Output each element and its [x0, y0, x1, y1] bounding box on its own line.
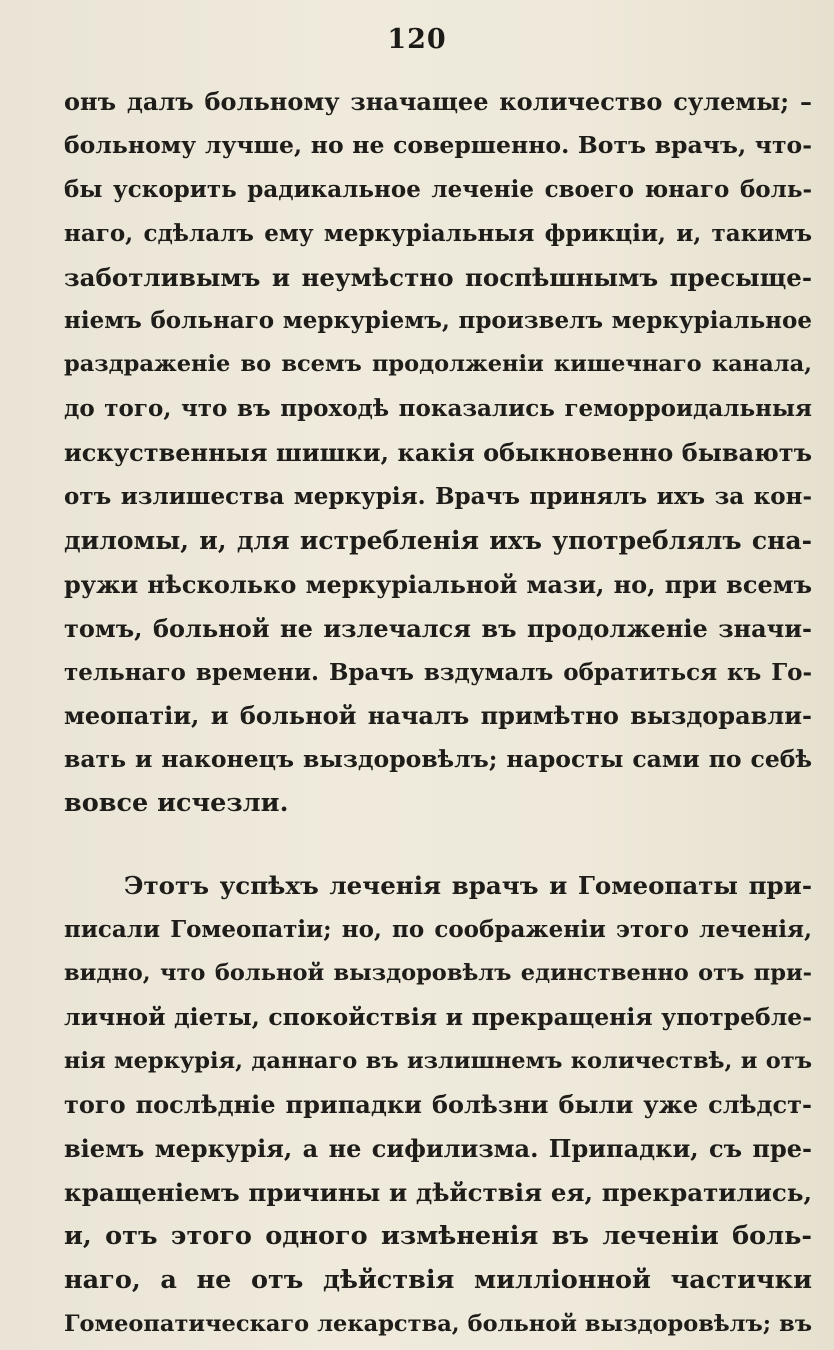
text-line: видно, что больной выздоровѣлъ единственно отъ при-: [64, 959, 812, 986]
text-line: и, отъ этого одного измѣненія въ леченіи боль-: [64, 1221, 812, 1252]
text-line: віемъ меркурія, а не сифилизма. Припадки, съ пре-: [64, 1134, 812, 1164]
text-line: искуственныя шишки, какія обыкновенно бываютъ: [64, 438, 812, 468]
text-line: Гомеопатическаго лекарства, больной выздоровѣлъ; въ: [64, 1310, 812, 1337]
text-line: нія меркурія, даннаго въ излишнемъ количествѣ, и отъ: [64, 1047, 812, 1074]
text-line: вать и наконецъ выздоровѣлъ; наросты сами по себѣ: [64, 745, 812, 774]
text-line: наго, а не отъ дѣйствія милліонной частички: [64, 1265, 812, 1296]
text-line: диломы, и, для истребленія ихъ употреблялъ сна-: [64, 525, 812, 555]
text-line: до того, что въ проходѣ показались геморроидальныя: [64, 395, 812, 423]
text-line: больному лучше, но не совершенно. Вотъ врачъ, что-: [64, 130, 812, 159]
text-line: кращеніемъ причины и дѣйствія ея, прекратились,: [64, 1178, 812, 1208]
text-line: меопатіи, и больной началъ примѣтно выздоравли-: [64, 701, 812, 731]
text-line: писали Гомеопатіи; но, по соображеніи этого леченія,: [64, 915, 812, 943]
text-line: раздраженіе во всемъ продолженіи кишечнаго канала,: [64, 351, 812, 378]
page-number: 120: [387, 24, 447, 55]
text-line: тельнаго времени. Врачъ вздумалъ обратиться къ Го-: [64, 658, 812, 686]
paragraph-2: [64, 864, 812, 1347]
text-line: томъ, больной не излечался въ продолженіе значи-: [64, 613, 812, 643]
text-line: Этотъ успѣхъ леченія врачъ и Гомеопаты при-: [124, 871, 812, 900]
text-line: наго, сдѣлалъ ему меркуріальныя фрикціи, и, такимъ: [64, 219, 812, 247]
text-line: отъ излишества меркурія. Врачъ принялъ ихъ за кон-: [64, 483, 812, 511]
text-line: того послѣдніе припадки болѣзни были уже слѣдст-: [64, 1090, 812, 1120]
text-line: личной діеты, спокойствія и прекращенія употребле-: [64, 1002, 812, 1031]
text-line: вовсе исчезли.: [64, 788, 289, 819]
text-line: бы ускорить радикальное леченіе своего юнаго боль-: [64, 175, 812, 203]
text-line: ніемъ больнаго меркуріемъ, произвелъ меркуріальное: [64, 307, 812, 335]
text-line: заботливымъ и неумѣстно поспѣшнымъ пресыще-: [64, 262, 812, 292]
paragraph-1: [64, 80, 812, 826]
text-line: ружи нѣсколько меркуріальной мази, но, при всемъ: [64, 569, 812, 599]
text-line: онъ далъ больному значащее количество сулемы; –: [64, 87, 812, 116]
